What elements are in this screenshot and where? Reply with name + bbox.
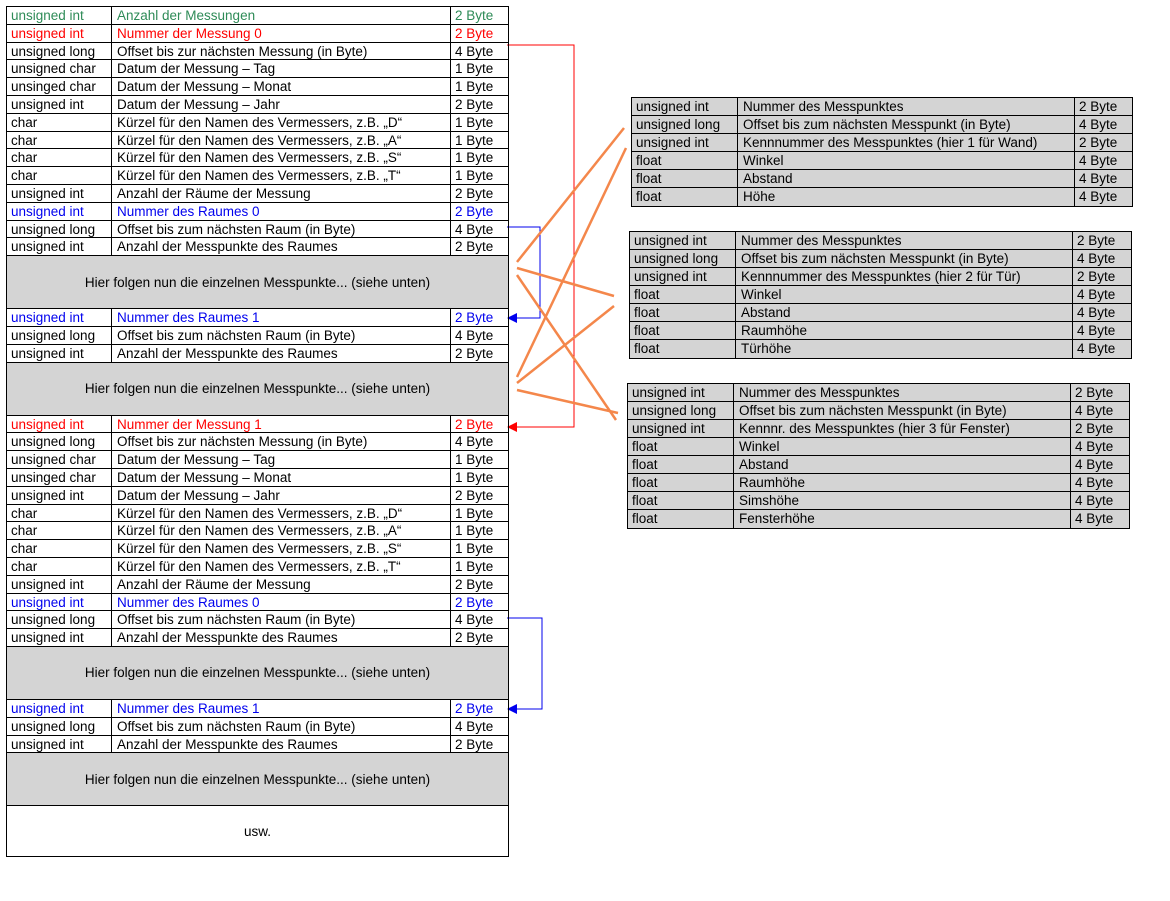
- size-cell: 2 Byte: [455, 630, 494, 646]
- size-cell: 2 Byte: [455, 736, 494, 752]
- description-cell: Kürzel für den Namen des Vermessers, z.B. „D“: [112, 505, 451, 522]
- type-cell: unsigned int: [632, 98, 738, 115]
- measurement-file-structure-table: [6, 6, 509, 857]
- table-row: [7, 167, 508, 185]
- description-cell: Kennnummer des Messpunktes (hier 2 für Tür): [736, 268, 1073, 285]
- size-cell: 4 Byte: [1077, 251, 1116, 266]
- description-cell: Winkel: [734, 438, 1071, 455]
- table-row: [7, 203, 508, 221]
- description-cell: Kürzel für den Namen des Vermessers, z.B. „T“: [112, 167, 451, 184]
- description-cell: Datum der Messung – Monat: [112, 78, 451, 95]
- size-cell: 1 Byte: [455, 523, 494, 539]
- description-cell: Fensterhöhe: [734, 510, 1071, 528]
- raum-1-header: [7, 700, 508, 753]
- type-cell: float: [630, 286, 736, 303]
- size-cell: 2 Byte: [455, 8, 494, 23]
- description-cell: Offset bis zum nächsten Messpunkt (in Byte): [734, 402, 1071, 419]
- type-cell: unsigned int: [7, 700, 112, 717]
- size-cell: 2 Byte: [455, 345, 494, 361]
- type-cell: unsigned char: [7, 451, 112, 468]
- table-row: [7, 114, 508, 132]
- size-cell: 2 Byte: [455, 239, 494, 255]
- description-cell: Simshöhe: [734, 492, 1071, 509]
- description-cell: Offset bis zum nächsten Raum (in Byte): [112, 718, 451, 735]
- size-cell: 2 Byte: [455, 185, 494, 201]
- size-cell: 4 Byte: [1075, 403, 1114, 418]
- size-cell: 2 Byte: [455, 416, 494, 432]
- description-cell: Kürzel für den Namen des Vermessers, z.B. „A“: [112, 522, 451, 539]
- table-row: [630, 286, 1131, 304]
- description-cell: Datum der Messung – Tag: [112, 60, 451, 77]
- table-row: [7, 718, 508, 736]
- type-cell: unsigned long: [7, 221, 112, 238]
- description-cell: Kürzel für den Namen des Vermessers, z.B. „S“: [112, 149, 451, 166]
- type-cell: float: [628, 510, 734, 528]
- type-cell: unsigned long: [632, 116, 738, 133]
- table-row: [7, 60, 508, 78]
- description-cell: Anzahl der Messpunkte des Raumes: [112, 629, 451, 646]
- messung-1-header: [7, 416, 508, 647]
- messpunkte-placeholder: Hier folgen nun die einzelnen Messpunkte... (siehe unten): [7, 256, 508, 309]
- table-row: [630, 268, 1131, 286]
- table-row: [630, 232, 1131, 250]
- table-row: [7, 238, 508, 256]
- type-cell: unsigned int: [7, 238, 112, 255]
- size-cell: 2 Byte: [1075, 385, 1114, 400]
- description-cell: Nummer des Messpunktes: [734, 384, 1071, 401]
- size-cell: 4 Byte: [455, 612, 494, 628]
- description-cell: Raumhöhe: [736, 322, 1073, 339]
- type-cell: unsigned long: [7, 327, 112, 344]
- size-cell: 4 Byte: [1079, 117, 1118, 132]
- table-row: [7, 149, 508, 167]
- table-row: [7, 345, 508, 363]
- type-cell: float: [632, 188, 738, 206]
- table-row: [628, 510, 1129, 528]
- type-cell: unsigned int: [628, 420, 734, 437]
- description-cell: Offset bis zum nächsten Raum (in Byte): [112, 327, 451, 344]
- size-cell: 2 Byte: [1075, 421, 1114, 436]
- type-cell: unsigned int: [630, 232, 736, 249]
- continuation-text: usw.: [243, 823, 271, 839]
- description-cell: Nummer des Raumes 0: [112, 594, 451, 611]
- size-cell: 1 Byte: [455, 541, 494, 557]
- type-cell: char: [7, 540, 112, 557]
- description-cell: Datum der Messung – Monat: [112, 469, 451, 486]
- table-row: [628, 474, 1129, 492]
- description-cell: Nummer der Messung 0: [112, 25, 451, 42]
- table-row: [7, 540, 508, 558]
- type-cell: unsigned int: [628, 384, 734, 401]
- table-row: [7, 469, 508, 487]
- size-cell: 2 Byte: [455, 96, 494, 112]
- table-row: [630, 250, 1131, 268]
- size-cell: 2 Byte: [455, 310, 494, 326]
- description-cell: Kürzel für den Namen des Vermessers, z.B. „A“: [112, 132, 451, 149]
- description-cell: Datum der Messung – Tag: [112, 451, 451, 468]
- size-cell: 2 Byte: [455, 576, 494, 592]
- table-row: [632, 134, 1132, 152]
- type-cell: unsigned int: [7, 345, 112, 362]
- type-cell: unsigned int: [630, 268, 736, 285]
- size-cell: 2 Byte: [1077, 269, 1116, 284]
- table-row: [7, 78, 508, 96]
- type-cell: unsigned int: [632, 134, 738, 151]
- type-cell: unsigned int: [7, 96, 112, 113]
- description-cell: Anzahl der Räume der Messung: [112, 185, 451, 202]
- type-cell: char: [7, 167, 112, 184]
- type-cell: unsigned int: [7, 185, 112, 202]
- description-cell: Offset bis zur nächsten Messung (in Byte): [112, 43, 451, 60]
- size-cell: 2 Byte: [455, 594, 494, 610]
- size-cell: 4 Byte: [455, 43, 494, 59]
- messpunkte-placeholder: Hier folgen nun die einzelnen Messpunkte... (siehe unten): [7, 647, 508, 700]
- table-row: [7, 132, 508, 150]
- type-cell: float: [630, 322, 736, 339]
- type-cell: char: [7, 505, 112, 522]
- table-row: [7, 416, 508, 434]
- type-cell: unsigned long: [7, 718, 112, 735]
- table-row: [7, 558, 508, 576]
- table-row: [7, 327, 508, 345]
- description-cell: Kennnummer des Messpunktes (hier 1 für Wand): [738, 134, 1075, 151]
- description-cell: Nummer des Raumes 1: [112, 700, 451, 717]
- type-cell: unsigned long: [630, 250, 736, 267]
- table-row: [632, 152, 1132, 170]
- type-cell: unsigned int: [7, 736, 112, 753]
- size-cell: 4 Byte: [1075, 493, 1114, 508]
- size-cell: 2 Byte: [1079, 99, 1118, 114]
- size-cell: 4 Byte: [455, 221, 494, 237]
- table-row: [630, 322, 1131, 340]
- type-cell: unsigned long: [7, 433, 112, 450]
- raum-1-header: [7, 309, 508, 362]
- size-cell: 1 Byte: [455, 114, 494, 130]
- table-row: [628, 402, 1129, 420]
- size-cell: 4 Byte: [1077, 341, 1116, 356]
- description-cell: Kennnr. des Messpunktes (hier 3 für Fenster): [734, 420, 1071, 437]
- description-cell: Anzahl der Messungen: [112, 7, 451, 24]
- type-cell: float: [630, 304, 736, 321]
- size-cell: 1 Byte: [455, 469, 494, 485]
- type-cell: unsigned int: [7, 576, 112, 593]
- table-row: [7, 433, 508, 451]
- type-cell: unsigned int: [7, 487, 112, 504]
- type-cell: unsinged char: [7, 469, 112, 486]
- type-cell: unsinged char: [7, 78, 112, 95]
- description-cell: Abstand: [736, 304, 1073, 321]
- size-cell: 4 Byte: [1077, 287, 1116, 302]
- type-cell: char: [7, 132, 112, 149]
- size-cell: 2 Byte: [455, 487, 494, 503]
- description-cell: Kürzel für den Namen des Vermessers, z.B. „D“: [112, 114, 451, 131]
- table-row: [628, 420, 1129, 438]
- type-cell: unsigned long: [628, 402, 734, 419]
- type-cell: float: [628, 492, 734, 509]
- size-cell: 4 Byte: [1075, 439, 1114, 454]
- table-row: [630, 340, 1131, 358]
- table-row: [7, 700, 508, 718]
- description-cell: Anzahl der Messpunkte des Raumes: [112, 238, 451, 255]
- table-row: [630, 304, 1131, 322]
- table-row: [7, 25, 508, 43]
- description-cell: Nummer der Messung 1: [112, 416, 451, 433]
- description-cell: Offset bis zur nächsten Messung (in Byte): [112, 433, 451, 450]
- size-cell: 4 Byte: [1075, 457, 1114, 472]
- description-cell: Türhöhe: [736, 340, 1073, 358]
- messpunkte-placeholder: Hier folgen nun die einzelnen Messpunkte... (siehe unten): [7, 753, 508, 806]
- size-cell: 4 Byte: [455, 718, 494, 734]
- size-cell: 4 Byte: [1077, 305, 1116, 320]
- size-cell: 1 Byte: [455, 132, 494, 148]
- description-cell: Offset bis zum nächsten Raum (in Byte): [112, 611, 451, 628]
- size-cell: 1 Byte: [455, 61, 494, 77]
- type-cell: unsigned char: [7, 60, 112, 77]
- size-cell: 2 Byte: [455, 700, 494, 716]
- size-cell: 1 Byte: [455, 168, 494, 184]
- table-row: [628, 384, 1129, 402]
- size-cell: 2 Byte: [1077, 233, 1116, 248]
- type-cell: char: [7, 558, 112, 575]
- size-cell: 2 Byte: [455, 203, 494, 219]
- messpunkt-fenster-table: [627, 383, 1130, 529]
- table-row: [7, 43, 508, 61]
- size-cell: 4 Byte: [1077, 323, 1116, 338]
- type-cell: char: [7, 149, 112, 166]
- table-row: [7, 309, 508, 327]
- size-cell: 1 Byte: [455, 79, 494, 95]
- table-row: [7, 487, 508, 505]
- table-row: [7, 505, 508, 523]
- messpunkte-placeholder: Hier folgen nun die einzelnen Messpunkte... (siehe unten): [7, 363, 508, 416]
- table-row: [7, 96, 508, 114]
- table-row: [7, 451, 508, 469]
- description-cell: Offset bis zum nächsten Messpunkt (in Byte): [736, 250, 1073, 267]
- size-cell: 4 Byte: [1075, 511, 1114, 526]
- description-cell: Winkel: [738, 152, 1075, 169]
- description-cell: Offset bis zum nächsten Raum (in Byte): [112, 221, 451, 238]
- size-cell: 4 Byte: [1079, 171, 1118, 186]
- size-cell: 4 Byte: [1079, 153, 1118, 168]
- description-cell: Höhe: [738, 188, 1075, 206]
- offset-arrow-raum-2: [507, 618, 542, 709]
- description-cell: Nummer des Raumes 1: [112, 309, 451, 326]
- type-cell: unsigned long: [7, 611, 112, 628]
- size-cell: 2 Byte: [1079, 135, 1118, 150]
- table-row: [628, 456, 1129, 474]
- size-cell: 2 Byte: [455, 25, 494, 41]
- description-cell: Abstand: [734, 456, 1071, 473]
- table-row: [7, 221, 508, 239]
- description-cell: Kürzel für den Namen des Vermessers, z.B. „T“: [112, 558, 451, 575]
- table-row: [632, 116, 1132, 134]
- table-row: [632, 188, 1132, 206]
- type-cell: float: [628, 474, 734, 491]
- type-cell: unsigned int: [7, 594, 112, 611]
- table-row: [632, 98, 1132, 116]
- description-cell: Anzahl der Messpunkte des Raumes: [112, 736, 451, 753]
- type-cell: unsigned int: [7, 25, 112, 42]
- size-cell: 4 Byte: [1079, 189, 1118, 204]
- type-cell: unsigned int: [7, 309, 112, 326]
- table-row: [7, 576, 508, 594]
- description-cell: Datum der Messung – Jahr: [112, 96, 451, 113]
- size-cell: 1 Byte: [455, 452, 494, 468]
- size-cell: 4 Byte: [455, 434, 494, 450]
- messpunkt-wand-table: [631, 97, 1133, 207]
- type-cell: unsigned int: [7, 629, 112, 646]
- messung-0-header: [7, 7, 508, 256]
- type-cell: unsigned int: [7, 7, 112, 24]
- table-row: [632, 170, 1132, 188]
- description-cell: Raumhöhe: [734, 474, 1071, 491]
- table-row: [7, 736, 508, 754]
- description-cell: Nummer des Raumes 0: [112, 203, 451, 220]
- description-cell: Offset bis zum nächsten Messpunkt (in Byte): [738, 116, 1075, 133]
- description-cell: Anzahl der Räume der Messung: [112, 576, 451, 593]
- type-cell: float: [630, 340, 736, 358]
- type-cell: float: [628, 438, 734, 455]
- type-cell: unsigned long: [7, 43, 112, 60]
- type-cell: float: [632, 170, 738, 187]
- orange-connectors: [517, 128, 626, 420]
- size-cell: 1 Byte: [455, 150, 494, 166]
- type-cell: float: [632, 152, 738, 169]
- description-cell: Datum der Messung – Jahr: [112, 487, 451, 504]
- table-row: [628, 492, 1129, 510]
- messpunkt-tuer-table: [629, 231, 1132, 359]
- table-row: [7, 611, 508, 629]
- size-cell: 1 Byte: [455, 505, 494, 521]
- size-cell: 4 Byte: [1075, 475, 1114, 490]
- description-cell: Abstand: [738, 170, 1075, 187]
- type-cell: float: [628, 456, 734, 473]
- table-row: [628, 438, 1129, 456]
- description-cell: Anzahl der Messpunkte des Raumes: [112, 345, 451, 362]
- description-cell: Kürzel für den Namen des Vermessers, z.B. „S“: [112, 540, 451, 557]
- table-row: [7, 185, 508, 203]
- description-cell: Winkel: [736, 286, 1073, 303]
- size-cell: 1 Byte: [455, 558, 494, 574]
- description-cell: Nummer des Messpunktes: [738, 98, 1075, 115]
- type-cell: unsigned int: [7, 203, 112, 220]
- table-row: [7, 594, 508, 612]
- size-cell: 4 Byte: [455, 327, 494, 343]
- table-row: [7, 7, 508, 25]
- table-row: [7, 522, 508, 540]
- table-row: [7, 629, 508, 647]
- type-cell: char: [7, 114, 112, 131]
- description-cell: Nummer des Messpunktes: [736, 232, 1073, 249]
- type-cell: char: [7, 522, 112, 539]
- type-cell: unsigned int: [7, 416, 112, 433]
